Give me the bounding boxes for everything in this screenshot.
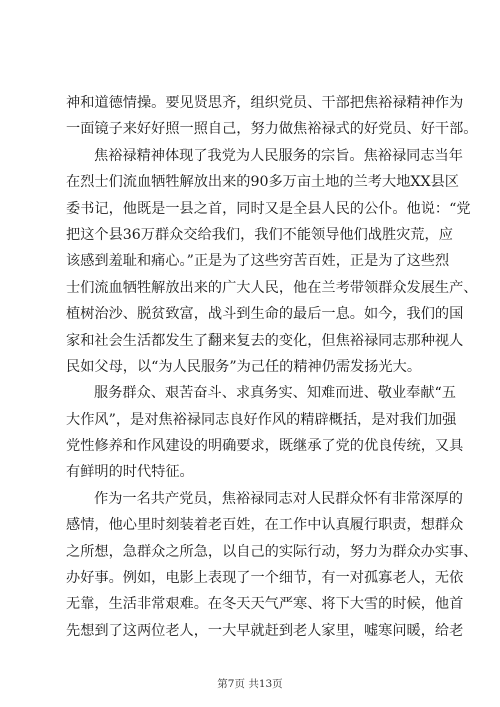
text-line: 委书记，他既是一县之首，同时又是全县人民的公仆。他说：“党: [66, 200, 471, 217]
text-line: 有鲜明的时代特征。: [66, 464, 194, 481]
text-line: 士们流血牺牲解放出来的广大人民，他在兰考带领群众发展生产、: [66, 279, 478, 296]
text-line: 作为一名共产党员，焦裕禄同志对人民群众怀有非常深厚的: [94, 490, 463, 507]
text-line: 一面镜子来好好照一照自己，努力做焦裕禄式的好党员、好干部。: [66, 121, 478, 138]
text-line: 大作风”，是对焦裕禄同志良好作风的精辟概括，是对我们加强: [66, 411, 457, 428]
page-footer: 第7页 共13页: [217, 678, 283, 690]
text-line: 在烈士们流血牺牲解放出来的90多万亩土地的兰考大地XX县区: [66, 174, 459, 191]
text-line: 党性修养和作风建设的明确要求，既继承了党的优良传统，又具: [66, 438, 464, 455]
text-line: 把这个县36万群众交给我们，我们不能领导他们战胜灾荒，应: [66, 226, 453, 243]
text-line: 之所想，急群众之所急，以自己的实际行动，努力为群众办实事、: [66, 543, 478, 560]
text-line: 该感到羞耻和痛心。”正是为了这些穷苦百姓，正是为了这些烈: [66, 253, 450, 270]
text-line: 植树治沙、脱贫致富，战斗到生命的最后一息。如今，我们的国: [66, 306, 464, 323]
document-body: [66, 90, 478, 644]
text-line: 家和社会生活都发生了翻来复去的变化，但焦裕禄同志那种视人: [66, 332, 464, 349]
text-line: 民如父母，以“为人民服务”为己任的精神仍需发扬光大。: [66, 358, 422, 375]
text-line: 感情，他心里时刻装着老百姓，在工作中认真履行职责，想群众: [66, 517, 464, 534]
text-line: 办好事。例如，电影上表现了一个细节，有一对孤寡老人，无依: [66, 570, 464, 587]
text-line: 服务群众、艰苦奋斗、求真务实、知难而进、敬业奉献“五: [94, 385, 456, 402]
text-line: 先想到了这两位老人，一大早就赶到老人家里，嘘寒问暖，给老: [66, 622, 464, 639]
text-line: 焦裕禄精神体现了我党为人民服务的宗旨。焦裕禄同志当年: [94, 147, 463, 164]
text-line: 无靠，生活非常艰难。在冬天天气严寒、将下大雪的时候，他首: [66, 596, 464, 613]
text-line: 神和道德情操。要见贤思齐，组织党员、干部把焦裕禄精神作为: [66, 95, 464, 111]
